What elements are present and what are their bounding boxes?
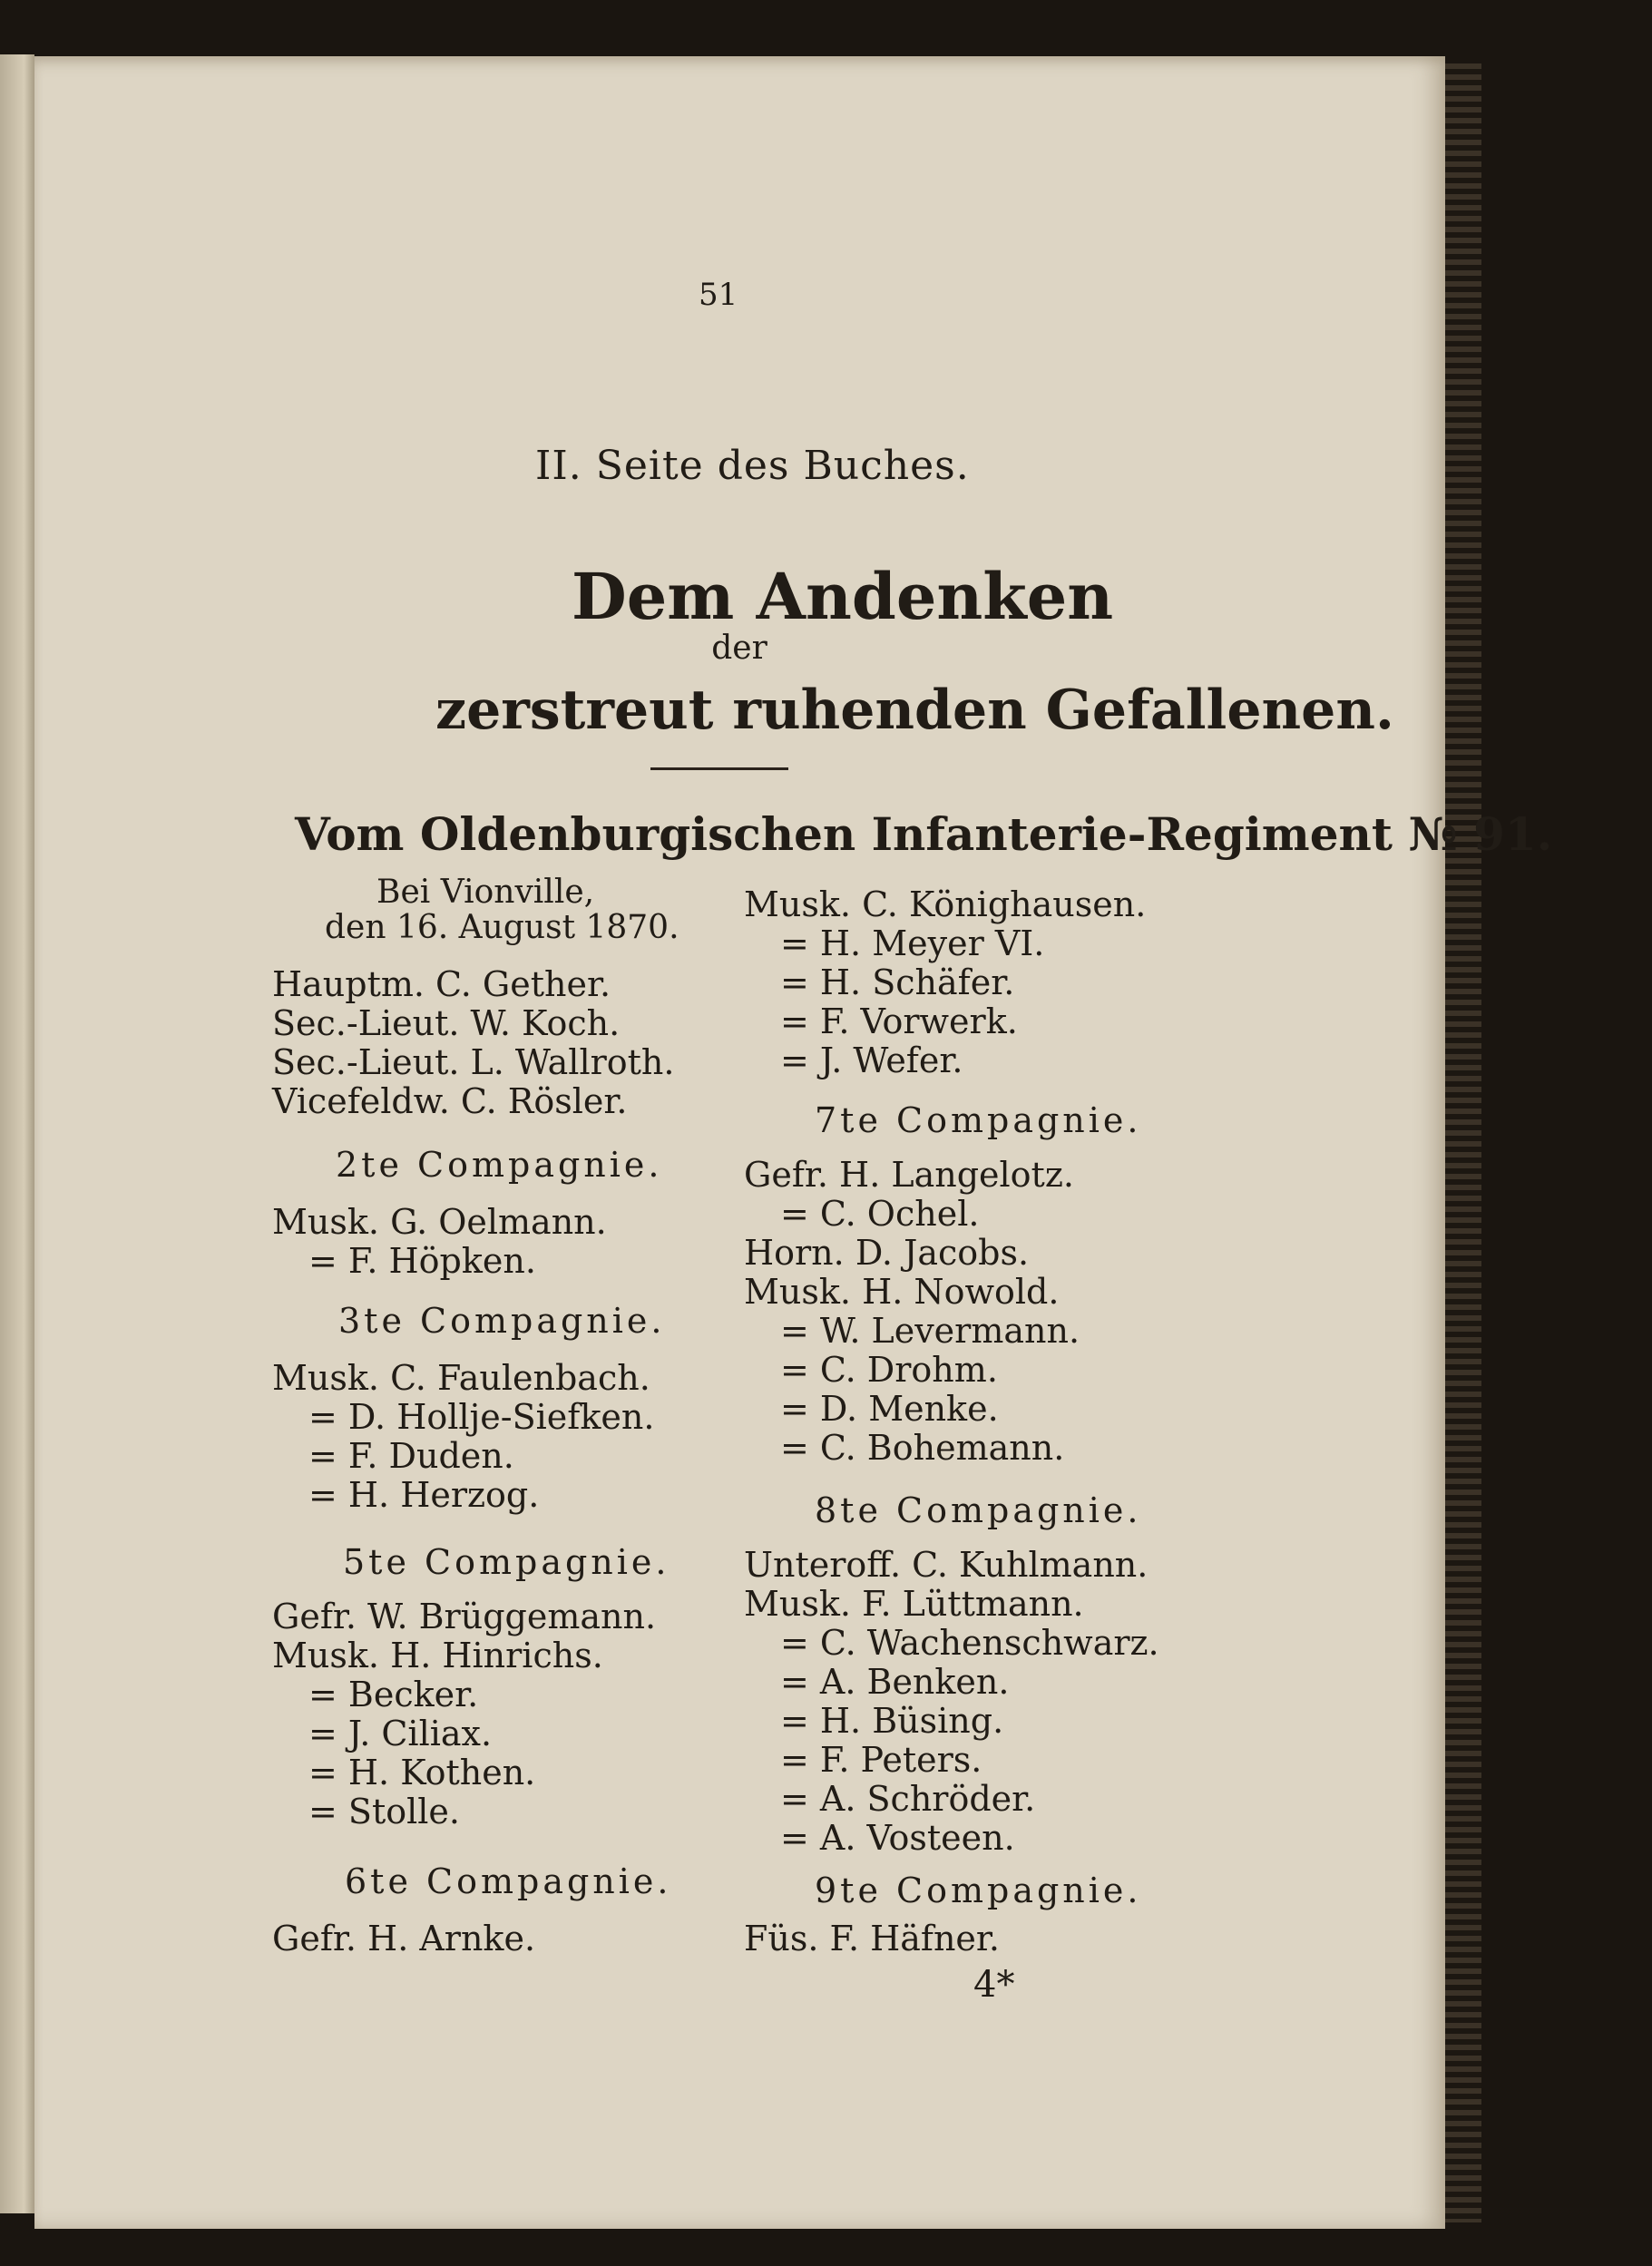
list-item: Füs. F. Häfner.: [744, 1919, 1000, 1958]
list-item: = C. Bohemann.: [780, 1428, 1065, 1468]
list-item: = F. Duden.: [308, 1436, 514, 1476]
list-item: Musk. H. Nowold.: [744, 1272, 1060, 1312]
list-item: = A. Vosteen.: [780, 1818, 1015, 1858]
list-item: = H. Herzog.: [308, 1475, 540, 1515]
book-spine-edge: [1445, 63, 1481, 2222]
list-item: = J. Ciliax.: [308, 1714, 493, 1753]
list-item: Unteroff. C. Kuhlmann.: [744, 1545, 1149, 1585]
regiment-heading: Vom Oldenburgischen Infanterie-Regiment № 91.: [295, 807, 1553, 861]
list-item: Gefr. W. Brüggemann.: [272, 1597, 657, 1636]
list-item: = F. Vorwerk.: [780, 1001, 1018, 1041]
list-item: Musk. C. Faulenbach.: [272, 1358, 650, 1398]
list-item: = A. Benken.: [780, 1662, 1010, 1702]
title-divider: [650, 767, 788, 770]
company-heading: 6te Compagnie.: [345, 1861, 672, 1901]
book-page: [34, 56, 1445, 2229]
company-heading: 3te Compagnie.: [338, 1301, 666, 1341]
list-item: = Becker.: [308, 1675, 479, 1714]
intro-line: den 16. August 1870.: [325, 909, 679, 946]
list-item: Musk. C. Könighausen.: [744, 884, 1147, 924]
list-item: Musk. G. Oelmann.: [272, 1202, 607, 1242]
company-heading: 2te Compagnie.: [336, 1145, 663, 1185]
list-item: = D. Hollje-Siefken.: [308, 1397, 655, 1437]
list-item: Musk. H. Hinrichs.: [272, 1636, 603, 1675]
list-item: = C. Wachenschwarz.: [780, 1623, 1159, 1663]
list-item: = Stolle.: [308, 1792, 460, 1831]
list-item: Sec.-Lieut. W. Koch.: [272, 1003, 621, 1043]
intro-line: Bei Vionville,: [376, 874, 595, 911]
list-item: Gefr. H. Langelotz.: [744, 1155, 1074, 1195]
list-item: = W. Levermann.: [780, 1311, 1080, 1351]
list-item: Vicefeldw. C. Rösler.: [272, 1081, 628, 1121]
list-item: = J. Wefer.: [780, 1040, 963, 1080]
previous-page-edge: [0, 54, 34, 2213]
list-item: Hauptm. C. Gether.: [272, 964, 611, 1004]
list-item: = C. Ochel.: [780, 1194, 980, 1234]
list-item: = H. Schäfer.: [780, 962, 1015, 1002]
company-heading: 5te Compagnie.: [343, 1542, 670, 1582]
page-number: 51: [699, 277, 738, 313]
title-line-3: zerstreut ruhenden Gefallenen.: [435, 679, 1394, 742]
list-item: = F. Peters.: [780, 1740, 982, 1780]
list-item: Gefr. H. Arnke.: [272, 1919, 536, 1958]
list-item: = A. Schröder.: [780, 1779, 1036, 1819]
list-item: = H. Meyer VI.: [780, 923, 1045, 963]
list-item: Horn. D. Jacobs.: [744, 1233, 1030, 1273]
company-heading: 7te Compagnie.: [815, 1100, 1142, 1140]
title-line-1: Dem Andenken: [572, 559, 1114, 634]
list-item: = C. Drohm.: [780, 1350, 998, 1390]
list-item: = F. Höpken.: [308, 1241, 536, 1281]
list-item: = H. Kothen.: [308, 1753, 536, 1792]
section-heading: II. Seite des Buches.: [535, 443, 970, 489]
list-item: Musk. F. Lüttmann.: [744, 1584, 1084, 1624]
signature-mark: 4*: [973, 1964, 1015, 2006]
title-line-2: der: [711, 630, 767, 667]
company-heading: 8te Compagnie.: [815, 1490, 1142, 1530]
list-item: Sec.-Lieut. L. Wallroth.: [272, 1042, 675, 1082]
list-item: = D. Menke.: [780, 1389, 999, 1429]
list-item: = H. Büsing.: [780, 1701, 1004, 1741]
company-heading: 9te Compagnie.: [815, 1870, 1142, 1910]
